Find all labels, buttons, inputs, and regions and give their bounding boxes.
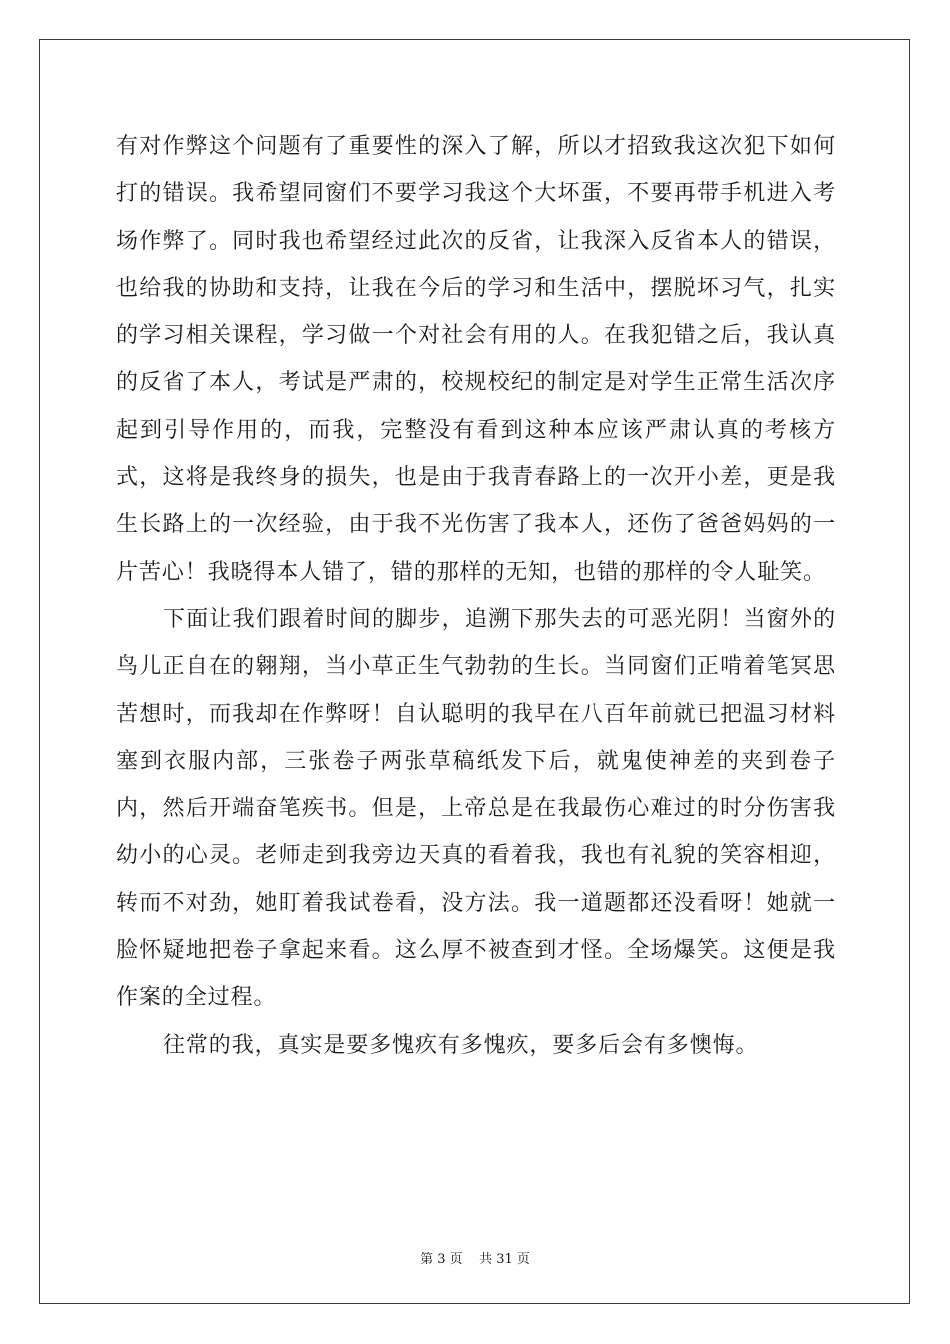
page-number-footer: 第 3 页 共 31 页 [420, 1252, 530, 1267]
paragraph-3: 往常的我，真实是要多愧疚有多愧疚，要多后会有多懊悔。 [163, 1032, 759, 1058]
document-body [116, 123, 836, 1069]
paragraph-1: 有对作弊这个问题有了重要性的深入了解，所以才招致我这次犯下如何打的错误。我希望同窗们不要学习我这个大坏蛋，不要再带手机进入考场作弊了。同时我也希望经过此次的反省，让我深入反省本人的错误，也给我的协助和支持，让我在今后的学习和生活中，摆脱坏习气，扎实的学习相关课程，学习做一个对社会有用的人。在我犯错之后，我认真的反省了本人，考试是严肃的，校规校纪的制定是对学生正常生活次序起到引导作用的，而我，完整没有看到这种本应该严肃认真的考核方式，这将是我终身的损失，也是由于我青春路上的一次开小差，更是我生长路上的一次经验，由于我不光伤害了我本人，还伤了爸爸妈妈的一片苦心！我晓得本人错了，错的那样的无知，也错的那样的令人耻笑。 [116, 134, 836, 585]
paragraph-2: 下面让我们跟着时间的脚步，追溯下那失去的可恶光阴！当窗外的鸟儿正自在的翱翔，当小草正生气勃勃的生长。当同窗们正啃着笔冥思苦想时，而我却在作弊呀！自认聪明的我早在八百年前就已把温习材料塞到衣服内部，三张卷子两张草稿纸发下后，就鬼使神差的夹到卷子内，然后开端奋笔疾书。但是，上帝总是在我最伤心难过的时分伤害我幼小的心灵。老师走到我旁边天真的看着我，我也有礼貌的笑容相迎，转而不对劲，她盯着我试卷看，没方法。我一道题都还没看呀！她就一脸怀疑地把卷子拿起来看。这么厚不被查到才怪。全场爆笑。这便是我作案的全过程。 [116, 606, 836, 1011]
